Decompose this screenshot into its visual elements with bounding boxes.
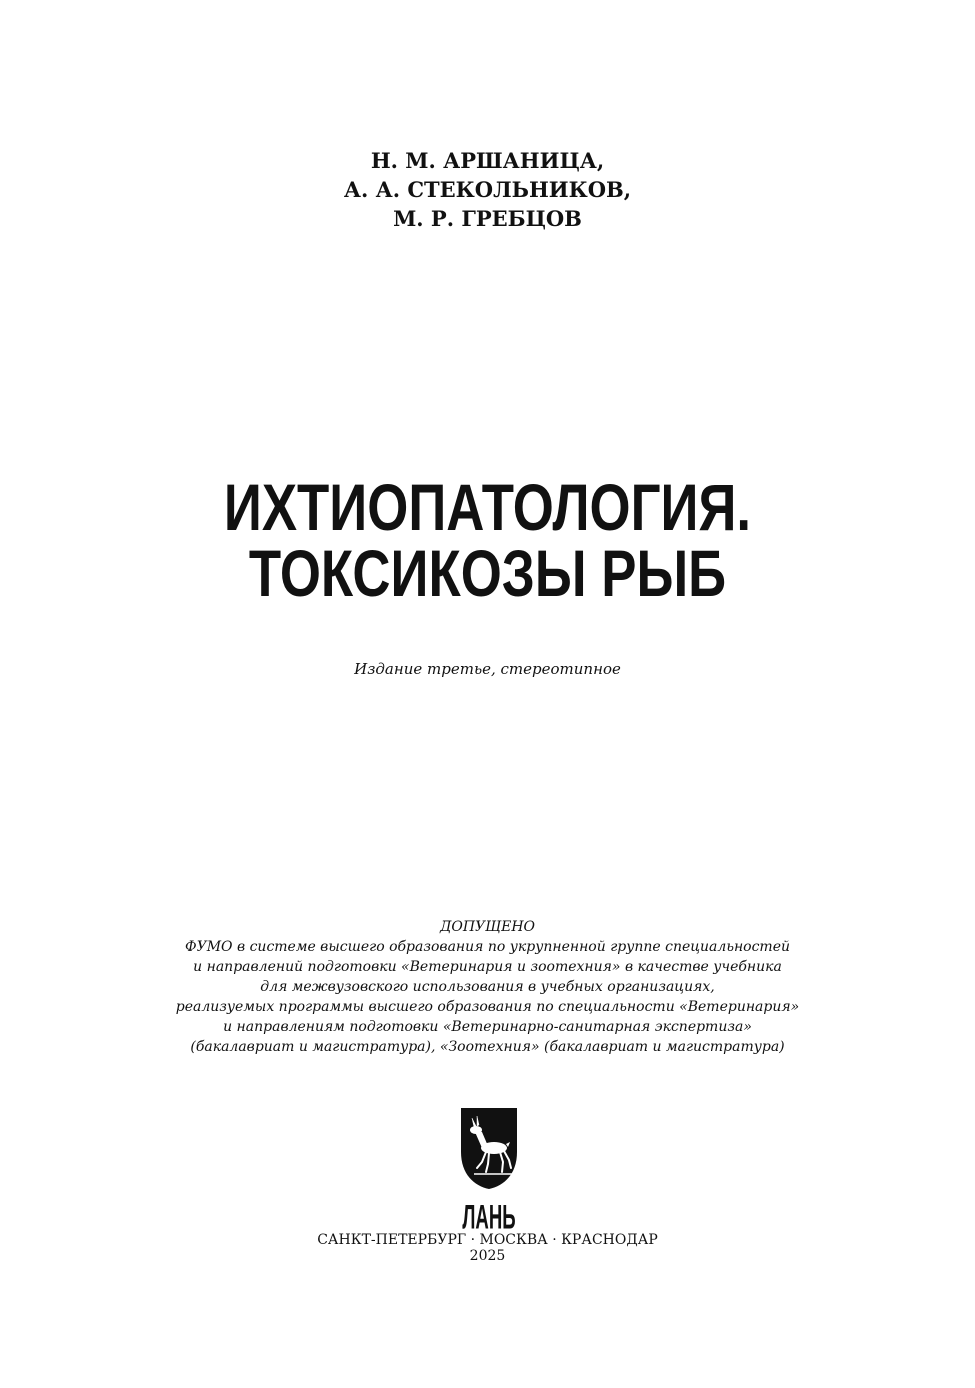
book-title-line-2: ТОКСИКОЗЫ РЫБ <box>248 536 727 610</box>
publisher-logo-text: ЛАНЬ <box>462 1197 516 1232</box>
edition-note: Издание третье, стереотипное <box>354 660 621 678</box>
approval-line: и направлений подготовки «Ветеринария и зоотехния» в качестве учебника <box>193 959 782 975</box>
approval-heading: ДОПУЩЕНО <box>439 919 536 935</box>
publisher-cities: САНКТ-ПЕТЕРБУРГ · МОСКВА · КРАСНОДАР <box>317 1232 658 1248</box>
author-name: М. Р. ГРЕБЦОВ <box>393 206 582 231</box>
doe-emblem-icon <box>458 1108 520 1232</box>
author-list <box>0 146 975 233</box>
book-title <box>0 470 975 610</box>
approval-line: и направлениям подготовки «Ветеринарно-санитарная экспертиза» <box>223 1019 752 1035</box>
author-name: А. А. СТЕКОЛЬНИКОВ, <box>343 177 632 202</box>
approval-line: реализуемых программы высшего образования по специальности «Ветеринария» <box>175 999 800 1015</box>
author-name: Н. М. АРШАНИЦА, <box>370 148 605 173</box>
approval-line: для межвузовского использования в учебных организациях, <box>260 979 715 995</box>
approval-line: ФУМО в системе высшего образования по укрупненной группе специальностей <box>184 939 791 955</box>
approval-line: (бакалавриат и магистратура), «Зоотехния» (бакалавриат и магистратура) <box>190 1039 785 1055</box>
publisher-logo <box>458 1108 520 1232</box>
book-title-line-1: ИХТИОПАТОЛОГИЯ. <box>223 470 752 544</box>
approval-statement <box>0 917 975 1057</box>
publication-year: 2025 <box>469 1248 506 1264</box>
